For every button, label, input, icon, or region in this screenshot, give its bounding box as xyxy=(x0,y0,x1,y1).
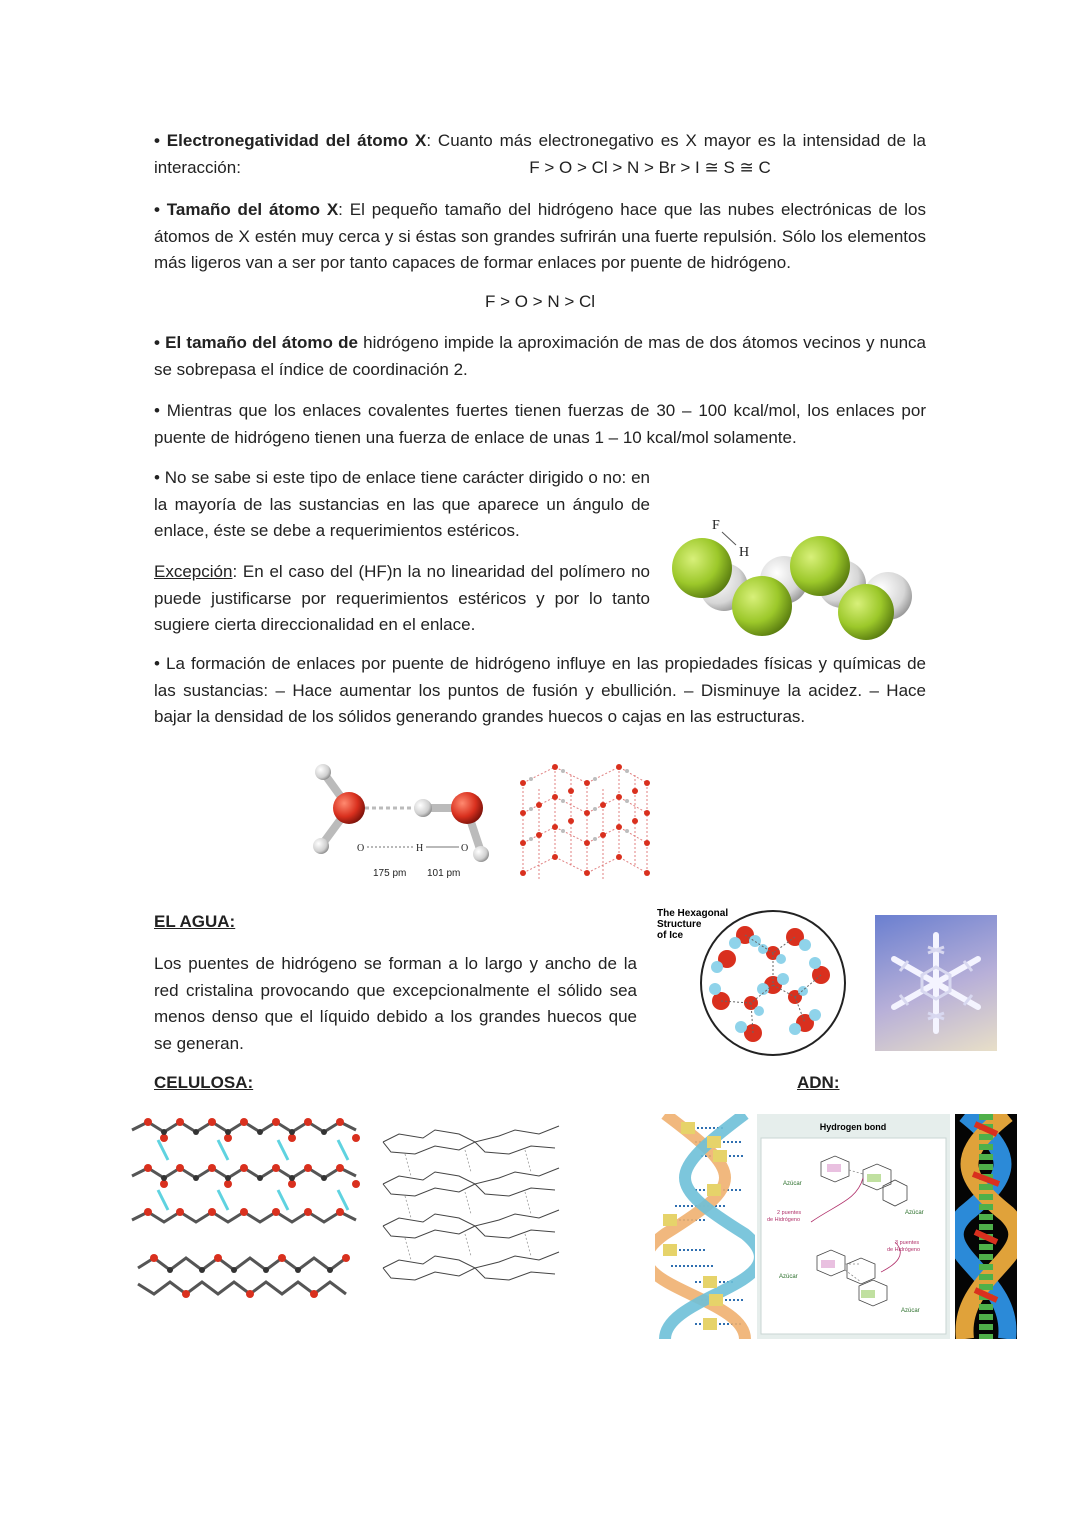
paragraph-bold-lead: • Tamaño del átomo X xyxy=(154,200,339,219)
oxygen-atom xyxy=(451,792,483,824)
hexagonal-ice-svg xyxy=(655,905,850,1057)
fluorine-atom xyxy=(732,576,792,636)
puentes2-label-line2: de Hidrógeno xyxy=(767,1217,801,1223)
size-series: F > O > N > Cl xyxy=(484,292,596,311)
electronegativity-series: F > O > Cl > N > Br > I ≅ S ≅ C xyxy=(529,158,771,177)
azucar-label-2: Azúcar xyxy=(905,1210,924,1216)
fluorine-atom xyxy=(838,584,894,640)
dna-helix-figure xyxy=(655,1114,755,1339)
exception-label: Excepción xyxy=(154,562,233,581)
cellulose-formula-svg xyxy=(375,1112,565,1292)
hydrogen-bond-svg xyxy=(757,1114,950,1339)
distance-label-175: 175 pm xyxy=(373,868,407,879)
hydrogen-atom xyxy=(414,799,432,817)
distance-label-101: 101 pm xyxy=(427,868,461,879)
cellulose-formula-figure xyxy=(375,1112,565,1292)
paragraph-bold-lead: • El tamaño del átomo de xyxy=(154,333,358,352)
paragraph-directionality: • No se sabe si este tipo de enlace tiene carácter dirigido o no: en la mayoría de las sustancias en las que aparece un ángulo de enlace, éste se debe a requerimientos estéricos. xyxy=(154,468,650,540)
azucar-label-4: Azúcar xyxy=(901,1308,920,1314)
cellulose-model-svg xyxy=(128,1108,360,1308)
dna-space-filling-image xyxy=(955,1114,1017,1339)
water-label-o1: O xyxy=(357,843,365,854)
ice-title-line2: Structure xyxy=(657,919,702,930)
hf-polymer-figure xyxy=(666,512,922,642)
paragraph-bold-lead: • Electronegatividad del átomo X xyxy=(154,131,427,150)
paragraph-atom-size xyxy=(154,197,926,277)
panel-title: Hydrogen bond xyxy=(819,1122,887,1132)
azucar-label-1: Azúcar xyxy=(783,1181,802,1187)
paragraph-text: : El pequeño tamaño del hidrógeno hace que las nubes electrónicas de los átomos de X estén muy cerca y si éstas son grandes sufrirán una fuerte repulsión. Sólo los elementos más ligeros van a ser por tanto capaces de formar enlaces por puente de hidrógeno. xyxy=(154,200,926,272)
section-heading-adn: ADN: xyxy=(797,1073,840,1092)
water-label-o2: O xyxy=(461,843,469,854)
paragraph-hydrogen-size xyxy=(154,330,926,383)
water-dimer-figure xyxy=(305,760,495,885)
hydrogen-bond-panel xyxy=(757,1114,950,1339)
water-label-h: H xyxy=(416,843,424,854)
snowflake-image xyxy=(875,915,997,1051)
dna-helix-svg xyxy=(655,1114,755,1339)
fluorine-atom xyxy=(790,536,850,596)
dna-space-filling-svg xyxy=(955,1114,1017,1339)
puentes3-label-line2: de Hidrógeno xyxy=(887,1247,921,1253)
hf-label-h: H xyxy=(739,545,750,560)
paragraph-bond-strength: • Mientras que los enlaces covalentes fuertes tienen fuerzas de 30 – 100 kcal/mol, los enlaces por puente de hidrógeno tienen una fuerza de enlace de unas 1 – 10 kcal/mol solamente. xyxy=(154,401,926,447)
puentes2-label-line1: 2 puentes xyxy=(777,1210,802,1216)
hexagonal-ice-figure xyxy=(655,905,850,1057)
ice-lattice-svg xyxy=(515,755,655,890)
cellulose-model-figure xyxy=(128,1108,360,1308)
paragraph-agua: Los puentes de hidrógeno se forman a lo largo y ancho de la red cristalina provocando que excepcionalmente el sólido sea menos denso que el líquido debido a los grandes huecos que se generan. xyxy=(154,954,637,1053)
paragraph-exception xyxy=(154,559,650,639)
snowflake-svg xyxy=(875,915,997,1051)
puentes3-label-line1: 3 puentes xyxy=(895,1240,920,1246)
oxygen-atom xyxy=(333,792,365,824)
section-heading-celulosa: CELULOSA: xyxy=(154,1073,254,1092)
ice-title-line1: The Hexagonal xyxy=(657,908,729,919)
water-dimer-svg xyxy=(305,760,495,885)
hf-polymer-svg xyxy=(666,512,922,642)
paragraph-text: : En el caso del (HF)n la no linearidad del polímero no puede justificarse por requerimientos estéricos y por lo tanto sugiere cierta direccionalidad en el enlace. xyxy=(154,562,650,634)
ice-title-line3: of Ice xyxy=(657,930,684,941)
ice-lattice-figure xyxy=(515,755,655,890)
paragraph-text: hidrógeno impide la aproximación de mas de dos átomos vecinos y nunca se sobrepasa el índice de coordinación 2. xyxy=(154,333,926,379)
fluorine-atom xyxy=(672,538,732,598)
azucar-label-3: Azúcar xyxy=(779,1274,798,1280)
paragraph-properties: • La formación de enlaces por puente de hidrógeno influye en las propiedades físicas y químicas de las sustancias: – Hace aumentar los puntos de fusión y ebullición. – Disminuye la acidez. – Hace bajar la densidad de los sólidos generando grandes huecos o cajas en las estructuras. xyxy=(154,654,926,726)
paragraph-text: : Cuanto más electronegativo es X mayor es la intensidad de la interacción: xyxy=(154,131,927,177)
hf-label-f: F xyxy=(712,518,720,533)
section-heading-agua: EL AGUA: xyxy=(154,912,236,931)
